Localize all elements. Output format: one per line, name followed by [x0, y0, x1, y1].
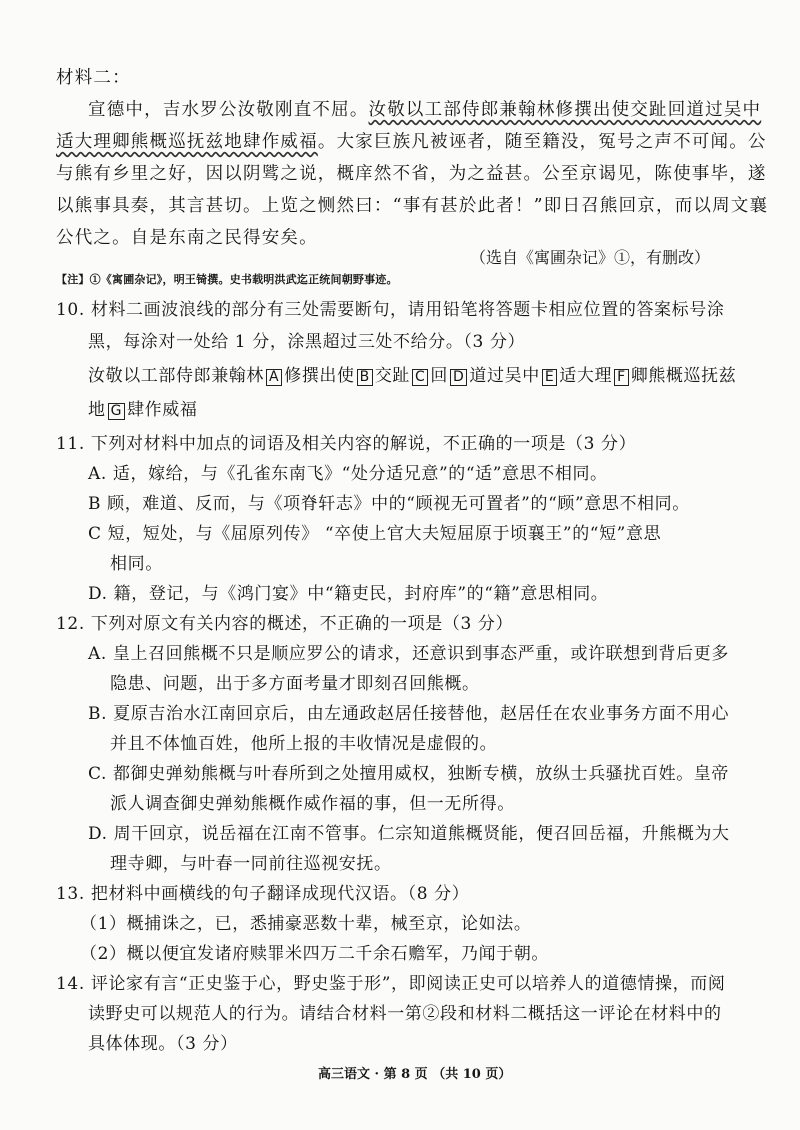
q10-option-d-box[interactable]: D [450, 369, 467, 386]
q10-segment: 修撰出使 [284, 366, 355, 386]
material2-line4: 以熊事具奏，其言甚切。上览之恻然曰：“事有甚於此者！”即日召熊回京，而以周文襄 [56, 196, 769, 216]
q10-sentence-line1 [88, 368, 736, 386]
q11-option-a[interactable]: A. 适，嫁给，与《孔雀东南飞》“处分适兄意”的“适”意思不相同。 [88, 464, 608, 484]
material2-heading: 材料二： [56, 68, 131, 88]
q11-stem: 11. 下列对材料中加点的词语及相关内容的解说，不正确的一项是（3 分） [56, 434, 637, 454]
q10-segment: 汝敬以工部侍郎兼翰林 [88, 366, 264, 386]
q10-option-e-box[interactable]: E [542, 369, 557, 386]
material2-wavy-line2: 适大理卿熊概巡抚兹地肆作威福 [56, 132, 318, 152]
q12-option-a-cont: 隐患、问题，出于多方面考量才即刻召回熊概。 [110, 674, 480, 694]
q10-segment: 卿熊概巡抚兹 [630, 366, 737, 386]
q13-sentence-2: （2）概以便宜发诸府赎罪米四万二千余石赡军，乃闻于朝。 [80, 944, 550, 964]
material2-line2-part-b: 。大家巨族凡被诬者，随至籍没，冤号之声不可闻。公 [317, 132, 767, 152]
q10-sentence-line2 [88, 402, 197, 420]
q10-segment: 道过吴中 [469, 366, 540, 386]
q13-sentence-1: （1）概捕诛之，已，悉捕豪恶数十辈，械至京，论如法。 [80, 914, 532, 934]
material2-line2 [56, 134, 767, 152]
q12-option-c[interactable]: C. 都御史弹劾熊概与叶春所到之处擅用威权，独断专横，放纵士兵骚扰百姓。皇帝 [88, 764, 730, 784]
q14-line1: 14. 评论家有言“正史鉴于心，野史鉴于形”，即阅读正史可以培养人的道德情操，而阅 [56, 974, 726, 994]
material2-footnote: 【注】①《寓圃杂记》，明王锜撰。史书载明洪武迄正统间朝野事迹。 [56, 273, 398, 286]
q11-option-c[interactable]: C 短，短处，与《屈原列传》 “卒使上官大夫短屈原于顷襄王”的“短”意思 [88, 524, 662, 544]
q12-option-a[interactable]: A. 皇上召回熊概不只是顺应罗公的请求，还意识到事态严重，或许联想到背后更多 [88, 644, 729, 664]
q12-option-c-cont: 派人调查御史弹劾熊概作威作福的事，但一无所得。 [110, 794, 515, 814]
material2-line1-part-a: 宣德中，吉水罗公汝敬刚直不屈 [88, 100, 350, 120]
page-footer: 高三语文 · 第 8 页 （共 10 页） [318, 1067, 512, 1082]
q11-option-c-cont: 相同。 [110, 554, 163, 574]
material2-line1 [88, 102, 761, 120]
q14-line3: 具体体现。（3 分） [88, 1034, 238, 1054]
material2-line5: 公代之。自是东南之民得安矣。 [56, 228, 318, 248]
q10-option-f-box[interactable]: F [614, 369, 629, 386]
material2-line1-dot: 。 [349, 100, 369, 120]
q10-segment: 交趾 [374, 366, 411, 386]
q12-option-d[interactable]: D. 周干回京，说岳福在江南不管事。仁宗知道熊概贤能，便召回岳福，升熊概为大 [88, 824, 730, 844]
q10-option-b-box[interactable]: B [357, 369, 373, 386]
q14-line2: 读野史可以规范人的行为。请结合材料一第②段和材料二概括这一评论在材料中的 [88, 1004, 722, 1024]
q10-segment: 适大理 [559, 366, 613, 386]
q13-stem: 13. 把材料中画横线的句子翻译成现代汉语。（8 分） [56, 884, 470, 904]
q10-stem-line1: 10. 材料二画波浪线的部分有三处需要断句，请用铅笔将答题卡相应位置的答案标号涂 [56, 300, 725, 320]
q11-option-d[interactable]: D. 籍，登记，与《鸿门宴》中“籍吏民，封府库”的“籍”意思相同。 [88, 584, 609, 604]
material2-wavy-line1: 汝敬以工部侍郎兼翰林修撰出使交趾回道过吴中 [368, 100, 762, 120]
q12-option-b[interactable]: B. 夏原吉治水江南回京后，由左通政赵居任接替他，赵居任在农业事务方面不用心 [88, 704, 730, 724]
q10-segment: 地 [88, 400, 106, 420]
q12-option-d-cont: 理寺卿，与叶春一同前往巡视安抚。 [110, 854, 392, 874]
q11-option-b[interactable]: B 顾，难道、反而，与《项脊轩志》中的“顾视无可置者”的“顾”意思不相同。 [88, 494, 690, 514]
q10-segment: 肆作威福 [127, 400, 198, 420]
q12-stem: 12. 下列对原文有关内容的概述，不正确的一项是（3 分） [56, 614, 514, 634]
material2-line3: 与熊有乡里之好，因以阴骘之说，概庠然不省，为之益甚。公至京谒见，陈使事毕，遂 [56, 164, 767, 184]
q10-option-a-box[interactable]: A [266, 369, 282, 386]
q10-option-c-box[interactable]: C [412, 369, 428, 386]
q10-stem-line2: 黑，每涂对一处给 1 分，涂黑超过三处不给分。（3 分） [88, 332, 526, 352]
q10-segment: 回 [430, 366, 449, 386]
q12-option-b-cont: 并且不体恤百姓，他所上报的丰收情况是虚假的。 [110, 734, 498, 754]
material2-source: （选自《寓圃杂记》①，有删改） [470, 248, 711, 267]
q10-option-g-box[interactable]: G [108, 403, 125, 420]
